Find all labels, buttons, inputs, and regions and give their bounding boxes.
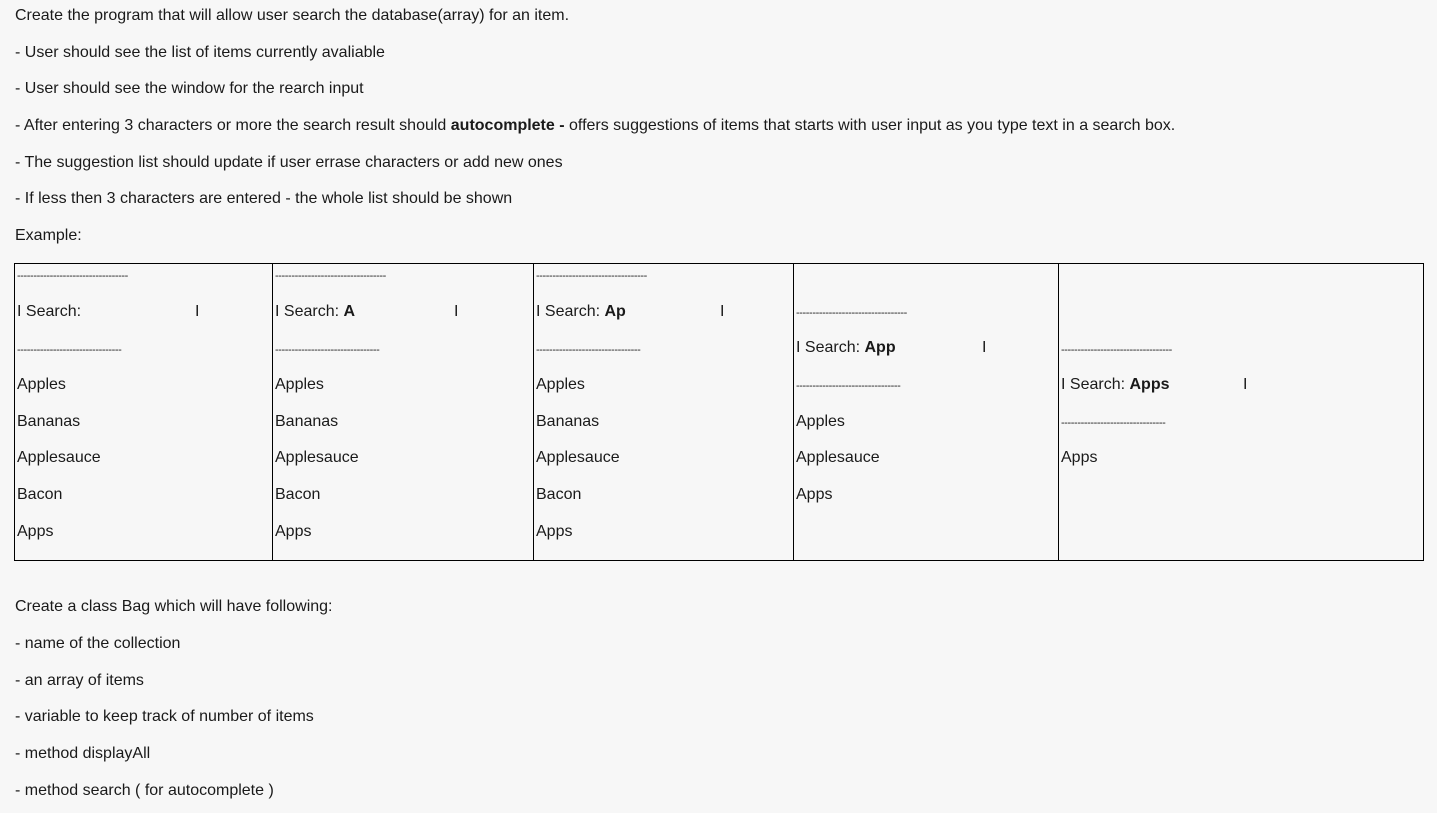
search-query: App: [864, 339, 896, 356]
example-column: [15, 264, 273, 560]
text-cursor: I: [454, 303, 459, 320]
search-box-top-border: ----------------------------------: [17, 270, 128, 282]
list-item: Bacon: [275, 486, 321, 503]
example-column: [534, 264, 794, 560]
search-box-bottom-border: --------------------------------: [17, 344, 122, 356]
search-field: [536, 302, 626, 322]
example-column: [273, 264, 534, 560]
list-item: Bananas: [17, 413, 81, 430]
list-item: Applesauce: [275, 449, 359, 466]
example-heading: Example:: [15, 227, 82, 244]
list-item: Apps: [536, 523, 573, 540]
bag-line: - name of the collection: [15, 635, 181, 652]
text-fragment: - After entering 3 characters or more the search result should: [15, 117, 451, 134]
search-field: [796, 338, 896, 358]
bag-line: - method search ( for autocomplete ): [15, 782, 274, 799]
bag-line: - an array of items: [15, 672, 144, 689]
list-item: Apples: [536, 376, 585, 393]
text-cursor: I: [195, 303, 200, 320]
intro-line: Create the program that will allow user search the database(array) for an item.: [15, 7, 570, 24]
example-column: [1059, 264, 1423, 560]
list-item: Apples: [275, 376, 324, 393]
search-box-bottom-border: --------------------------------: [275, 344, 380, 356]
intro-line: [15, 116, 1175, 136]
list-item: Apples: [17, 376, 66, 393]
example-table: [14, 263, 1424, 561]
autocomplete-bold: autocomplete -: [450, 117, 565, 134]
list-item: Applesauce: [536, 449, 620, 466]
example-column: [794, 264, 1059, 560]
search-field: [275, 302, 355, 322]
search-query: Apps: [1129, 376, 1170, 393]
bag-line: - variable to keep track of number of items: [15, 708, 314, 725]
search-box-bottom-border: --------------------------------: [1061, 417, 1166, 429]
search-label: I Search:: [17, 303, 82, 320]
list-item: Applesauce: [796, 449, 880, 466]
search-query: A: [343, 303, 356, 320]
list-item: Bananas: [536, 413, 600, 430]
text-cursor: I: [720, 303, 725, 320]
search-label: I Search:: [536, 303, 605, 320]
search-box-top-border: ----------------------------------: [796, 307, 907, 319]
search-box-top-border: ----------------------------------: [536, 270, 647, 282]
list-item: Apps: [1061, 449, 1098, 466]
intro-line: - User should see the window for the rearch input: [15, 80, 364, 97]
list-item: Bacon: [17, 486, 63, 503]
list-item: Apps: [17, 523, 54, 540]
intro-line: - The suggestion list should update if user errase characters or add new ones: [15, 154, 563, 171]
search-box-bottom-border: --------------------------------: [796, 380, 901, 392]
search-query: Ap: [604, 303, 626, 320]
search-box-top-border: ----------------------------------: [275, 270, 386, 282]
bag-line: - method displayAll: [15, 745, 151, 762]
list-item: Bananas: [275, 413, 339, 430]
list-item: Applesauce: [17, 449, 101, 466]
intro-line: - If less then 3 characters are entered - the whole list should be shown: [15, 190, 513, 207]
search-box-top-border: ----------------------------------: [1061, 344, 1172, 356]
bag-heading: Create a class Bag which will have following:: [15, 598, 333, 615]
search-label: I Search:: [1061, 376, 1130, 393]
list-item: Apps: [796, 486, 833, 503]
text-cursor: I: [1243, 376, 1248, 393]
search-label: I Search:: [275, 303, 344, 320]
search-label: I Search:: [796, 339, 865, 356]
list-item: Apples: [796, 413, 845, 430]
search-box-bottom-border: --------------------------------: [536, 344, 641, 356]
list-item: Bacon: [536, 486, 582, 503]
text-cursor: I: [982, 339, 987, 356]
search-field: [1061, 375, 1169, 395]
intro-line: - User should see the list of items currently avaliable: [15, 44, 385, 61]
text-fragment: offers suggestions of items that starts with user input as you type text in a search box.: [564, 117, 1176, 134]
list-item: Apps: [275, 523, 312, 540]
